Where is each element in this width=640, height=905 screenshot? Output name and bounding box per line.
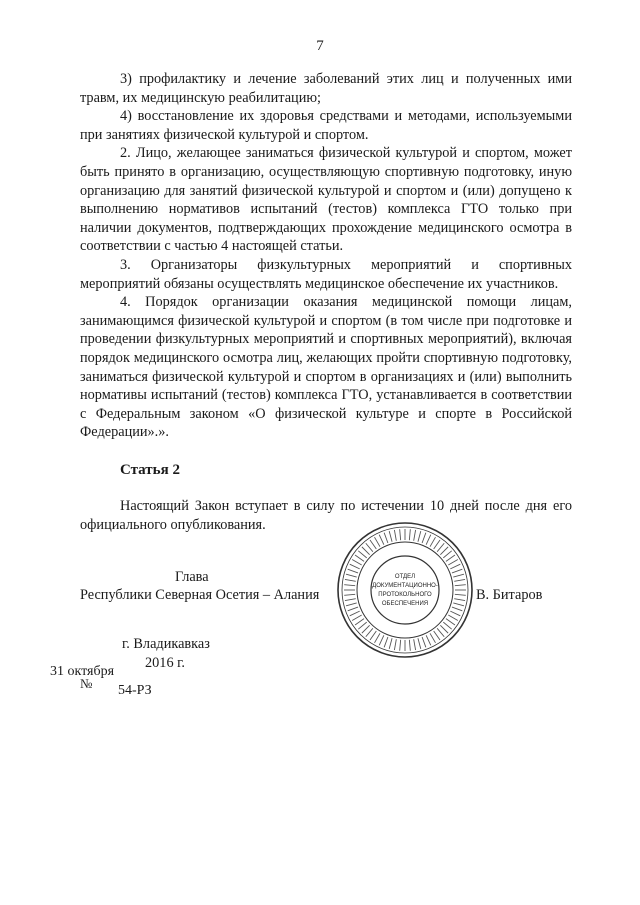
seal-hatch-mark bbox=[455, 585, 466, 586]
closing-text: Настоящий Закон вступает в силу по истечении 10 дней после дня его официального опубликования. bbox=[80, 498, 572, 533]
seal-hatch-mark bbox=[346, 603, 357, 606]
seal-hatch-mark bbox=[352, 560, 362, 566]
seal-hatch-mark bbox=[418, 638, 421, 649]
seal-hatch-mark bbox=[362, 625, 370, 633]
seal-hatch-mark bbox=[348, 607, 358, 611]
seal-hatch-mark bbox=[430, 537, 436, 547]
seal-hatch-mark bbox=[345, 579, 356, 581]
seal-hatch-mark bbox=[358, 622, 366, 629]
seal-hatch-mark bbox=[455, 594, 466, 595]
year: 2016 г. bbox=[145, 655, 185, 671]
city: г. Владикавказ bbox=[122, 636, 210, 652]
seal-inner-ring bbox=[342, 527, 468, 653]
seal-line-1: ОТДЕЛ bbox=[394, 574, 416, 580]
signature-title: Глава bbox=[175, 569, 209, 585]
signature-name: В. Битаров bbox=[476, 587, 543, 603]
seal-hatch-mark bbox=[437, 543, 444, 551]
number-sign: № bbox=[80, 676, 93, 691]
article-title: Статья 2 bbox=[120, 462, 180, 478]
law-text bbox=[80, 70, 572, 442]
seal-hatch-mark bbox=[355, 555, 364, 561]
signature-republic: Республики Северная Осетия – Алания bbox=[80, 587, 320, 603]
seal-hatch-mark bbox=[440, 547, 448, 555]
seal-hatch-mark bbox=[414, 639, 416, 650]
seal-hatch-mark bbox=[434, 540, 440, 549]
law-number: 54-РЗ bbox=[118, 683, 152, 698]
seal-hatch-mark bbox=[370, 631, 376, 640]
seal-outer-ring bbox=[338, 523, 472, 657]
seal-hatch-mark bbox=[414, 530, 416, 541]
seal-hatch-mark bbox=[450, 564, 460, 569]
seal-hatch-mark bbox=[426, 635, 431, 645]
seal-hatch-mark bbox=[344, 585, 355, 586]
paragraph-part-3: 3. Организаторы физкультурных мероприятий и спортивных мероприятий обязаны осуществлять медицинское обеспечение их участников. bbox=[80, 256, 572, 292]
seal-hatch-mark bbox=[384, 533, 388, 543]
seal-hatch-mark bbox=[437, 628, 444, 636]
seal-hatch-mark bbox=[418, 531, 421, 542]
seal-hatch-mark bbox=[370, 540, 376, 549]
seal-hatch-mark bbox=[409, 640, 410, 651]
seal-hatch-mark bbox=[454, 599, 465, 601]
official-seal bbox=[335, 520, 475, 660]
paragraph-part-2: 2. Лицо, желающее заниматься физической культурой и спортом, может быть принято в организацию, осуществляющую спортивную подготовку, иную организацию для занятий физической культурой и спортом и (или) допущено к выполнению нормативов испытаний (тестов) комплекса ГТО только при наличии документов, подтверждающих прохождение медицинского осмотра в соответствии с частью 4 настоящей статьи. bbox=[80, 145, 572, 255]
seal-hatch-mark bbox=[400, 640, 401, 651]
seal-hatch-mark bbox=[344, 594, 355, 595]
paragraph-part-4: 4. Порядок организации оказания медицинской помощи лицам, занимающимся физической культурой и спортом (в том числе при подготовке и проведении физкультурных мероприятий и спортивных мероприятий), включая порядок медицинского осмотра лиц, желающих пройти спортивную подготовку, заниматься физической культурой и спортом в организациях и (или) выполнить нормативы испытаний (тестов) комплекса ГТО, устанавливается в соответствии с Федеральным законом «О физической культуре и спорте в Российской Федерации».». bbox=[80, 294, 572, 441]
seal-hatch-mark bbox=[422, 637, 426, 647]
seal-hatch-mark bbox=[366, 628, 373, 636]
date-handwritten: 31 октября bbox=[50, 664, 115, 679]
seal-hatch-mark bbox=[366, 543, 373, 551]
seal-center-ring bbox=[371, 556, 439, 624]
seal-hatch-mark bbox=[375, 633, 381, 643]
seal-hatch-mark bbox=[394, 530, 396, 541]
seal-hatch-mark bbox=[426, 535, 431, 545]
seal-hatch-mark bbox=[389, 531, 392, 542]
seal-hatch-mark bbox=[346, 574, 357, 577]
seal-hatch-mark bbox=[452, 569, 462, 573]
seal-hatch-mark bbox=[452, 607, 462, 611]
paragraph-item-3: 3) профилактику и лечение заболеваний этих лиц и полученных ими травм, их медицинскую реабилитацию; bbox=[80, 71, 572, 106]
seal-hatch-mark bbox=[453, 574, 464, 577]
seal-hatch-mark bbox=[355, 619, 364, 625]
seal-hatch-mark bbox=[375, 537, 381, 547]
seal-hatch-mark bbox=[430, 633, 436, 643]
seal-hatch-mark bbox=[394, 639, 396, 650]
seal-hatch-mark bbox=[400, 529, 401, 540]
seal-line-3: ПРОТОКОЛЬНОГО bbox=[378, 592, 432, 598]
seal-ring-lettering bbox=[344, 529, 466, 651]
seal-hatch-mark bbox=[448, 615, 458, 621]
seal-hatch-mark bbox=[443, 551, 451, 558]
seal-hatch-mark bbox=[345, 599, 356, 601]
seal-hatch-mark bbox=[350, 564, 360, 569]
paragraph-item-4: 4) восстановление их здоровья средствами и методами, используемыми при занятиях физической культурой и спортом. bbox=[80, 108, 572, 143]
seal-hatch-mark bbox=[362, 547, 370, 555]
seal-hatch-mark bbox=[384, 637, 388, 647]
seal-hatch-mark bbox=[440, 625, 448, 633]
seal-hatch-mark bbox=[434, 631, 440, 640]
seal-hatch-mark bbox=[350, 611, 360, 616]
seal-hatch-mark bbox=[379, 635, 384, 645]
page-number: 7 bbox=[316, 38, 324, 54]
seal-hatch-mark bbox=[453, 603, 464, 606]
seal-hatch-mark bbox=[348, 569, 358, 573]
seal-hatch-mark bbox=[409, 529, 410, 540]
seal-hatch-mark bbox=[352, 615, 362, 621]
seal-hatch-mark bbox=[358, 551, 366, 558]
seal-hatch-mark bbox=[446, 555, 455, 561]
seal-hatch-mark bbox=[422, 533, 426, 543]
seal-hatch-mark bbox=[454, 579, 465, 581]
seal-hatch-mark bbox=[443, 622, 451, 629]
seal-hatch-mark bbox=[446, 619, 455, 625]
seal-hatch-mark bbox=[450, 611, 460, 616]
seal-hatch-mark bbox=[379, 535, 384, 545]
seal-line-4: ОБЕСПЕЧЕНИЯ bbox=[381, 601, 429, 607]
seal-hatch-mark bbox=[389, 638, 392, 649]
seal-line-2: ДОКУМЕНТАЦИОННО- bbox=[372, 583, 438, 589]
seal-hatch-mark bbox=[448, 560, 458, 566]
